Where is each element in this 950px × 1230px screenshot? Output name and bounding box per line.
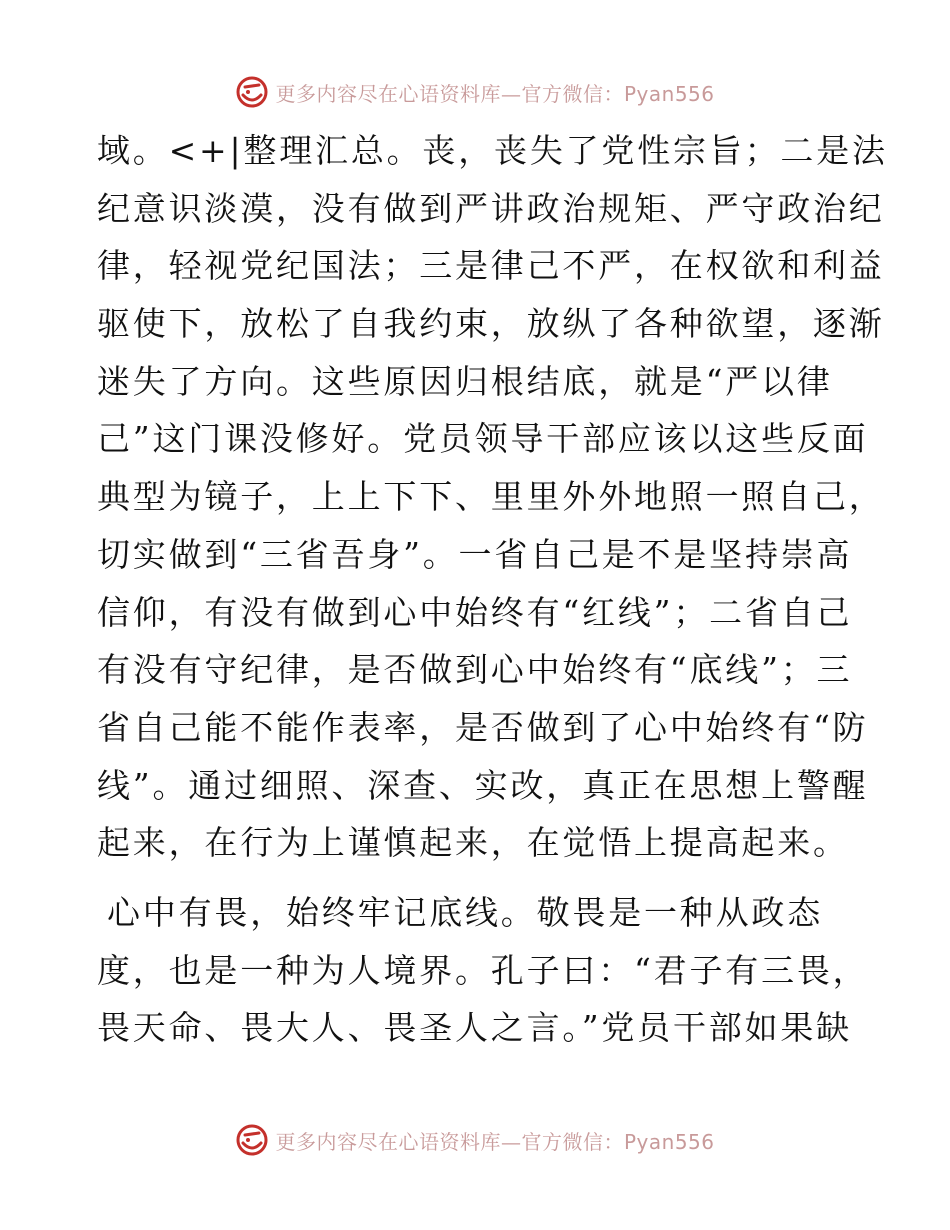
footer-wechat-id: Pyan556 [623,1129,715,1154]
text-line: 起来，在行为上谨慎起来，在觉悟上提高起来。 [97,823,849,863]
header-banner [0,72,950,112]
footer-banner [0,1120,950,1160]
text-line: 省自己能不能作表率，是否做到了心中始终有“防 [97,707,869,747]
text-line: 有没有守纪律，是否做到心中始终有“底线”；三 [97,650,853,690]
text-line: 己”这门课没修好。党员领导干部应该以这些反面 [97,419,869,459]
header-banner-label: 更多内容尽在心语资料库—官方微信： [275,81,624,106]
paragraph-2 [97,884,869,1057]
text-line: 信仰，有没有做到心中始终有“红线”；二省自己 [97,592,853,632]
text-line: 域。<+|整理汇总。丧，丧失了党性宗旨；二是法 [97,131,888,170]
footer-banner-text [275,1126,714,1155]
text-line: 线”。通过细照、深查、实改，真正在思想上警醒 [97,765,869,805]
header-banner-text [275,78,714,107]
text-line: 典型为镜子，上上下下、里里外外地照一照自己， [97,477,885,517]
document-body [97,122,888,1057]
text-line: 畏天命、畏大人、畏圣人之言。”党员干部如果缺 [97,1008,852,1048]
logo-mouth-icon [235,1123,269,1157]
text-line: 心中有畏，始终牢记底线。敬畏是一种从政态 [107,892,823,932]
paragraph-1 [97,122,888,872]
footer-banner-label: 更多内容尽在心语资料库—官方微信： [275,1129,624,1154]
text-line: 律，轻视党纪国法；三是律己不严，在权欲和利益 [97,246,885,286]
logo-mouth-icon [235,75,269,109]
text-line: 迷失了方向。这些原因归根结底，就是“严以律 [97,361,833,401]
text-line: 纪意识淡漠，没有做到严讲政治规矩、严守政治纪 [97,188,885,228]
paragraph-gap [97,872,857,884]
text-line: 切实做到“三省吾身”。一省自己是不是坚持崇高 [97,534,853,574]
text-line: 度，也是一种为人境界。孔子曰：“君子有三畏， [97,950,869,990]
header-wechat-id: Pyan556 [623,81,715,106]
text-line: 驱使下，放松了自我约束，放纵了各种欲望，逐渐 [97,304,885,344]
